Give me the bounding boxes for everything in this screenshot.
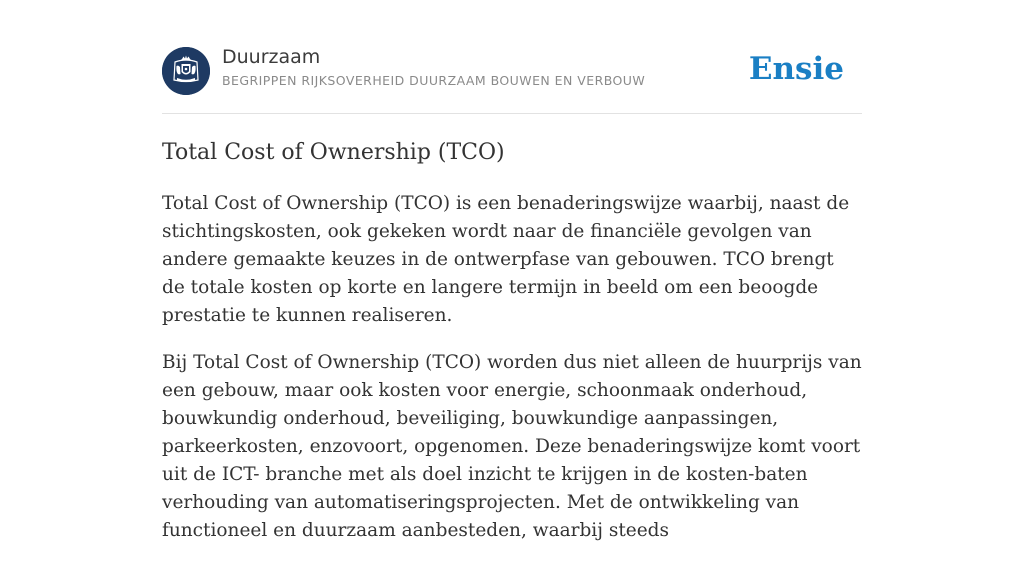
header-divider	[162, 113, 862, 114]
site-brand	[222, 47, 645, 89]
page-title: Total Cost of Ownership (TCO)	[162, 140, 505, 165]
article-paragraph: Total Cost of Ownership (TCO) is een benaderingswijze waarbij, naast de stichtingskosten, ook gekeken wordt naar de financiële gevolgen van andere gemaakte keuzes in de ontwerpfase van gebouwen. TCO brengt de totale kosten op korte en langere termijn in beeld om een beoogde prestatie te kunnen realiseren.	[162, 193, 850, 326]
coat-of-arms-graphic	[162, 47, 210, 95]
site-name[interactable]: Duurzaam	[222, 46, 321, 68]
coat-of-arms-icon[interactable]	[162, 47, 210, 95]
article-paragraph: Bij Total Cost of Ownership (TCO) worden dus niet alleen de huurprijs van een gebouw, maar ook kosten voor energie, schoonmaak onderhoud, bouwkundig onderhoud, beveiliging, bouwkundige aanpassingen, parkeerkosten, enzovoort, opgenomen. Deze benaderingswijze komt voort uit de ICT- branche met als doel inzicht te krijgen in de kosten-baten verhouding van automatiseringsprojecten. Met de ontwikkeling van functioneel en duurzaam aanbesteden, waarbij steeds	[162, 352, 862, 541]
site-header	[162, 47, 862, 95]
article-body	[162, 190, 862, 564]
ensie-logo-link[interactable]: Ensie	[748, 51, 844, 87]
site-subtitle: BEGRIPPEN RIJKSOVERHEID DUURZAAM BOUWEN EN VERBOUW	[222, 73, 646, 88]
